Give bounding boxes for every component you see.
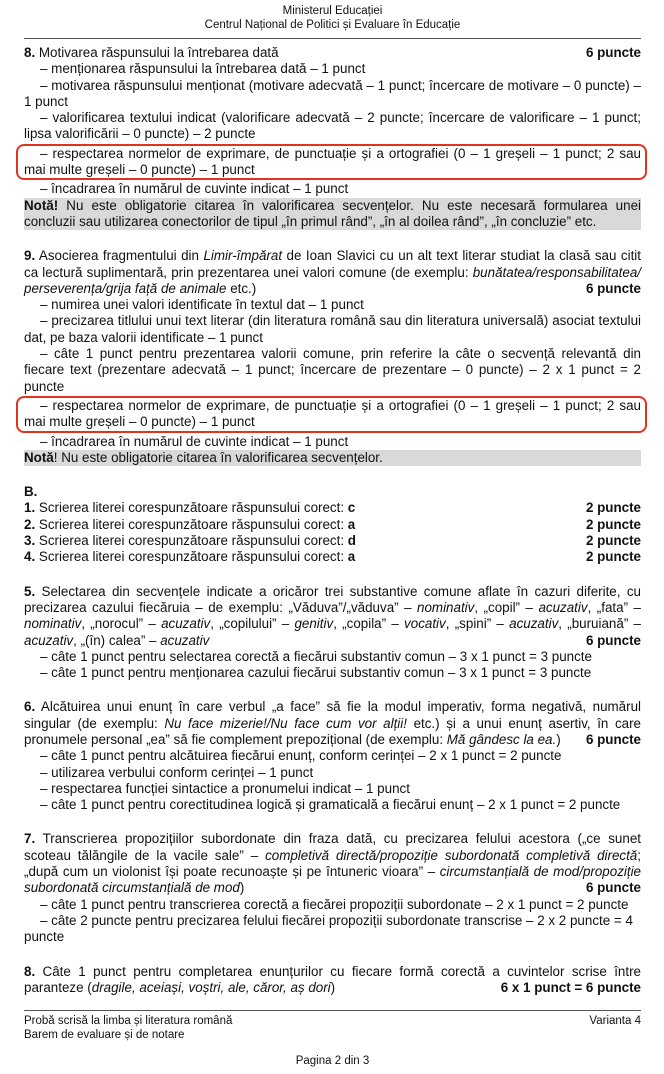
text-run: – utilizarea verbului conform cerinței – 1 punct: [40, 764, 314, 780]
text-run: – menționarea răspunsului la întrebarea dată – 1 punct: [40, 61, 366, 77]
points-label: 6 puncte: [585, 731, 641, 747]
item-statement: [24, 533, 641, 549]
footer-area: [24, 996, 641, 1068]
text-run: – încadrarea în numărul de cuvinte indicat – 1 punct: [40, 433, 349, 449]
criterion: [24, 913, 641, 946]
text-run: etc.): [226, 280, 257, 296]
text-run: de Ioan Slavici cu un alt text literar studiat la clasă sau citit ca lectură suplimentară, prin prezentarea unei valori comune (de exemplu:: [24, 248, 641, 280]
points-label: 6 puncte: [585, 632, 641, 648]
item-statement: [24, 699, 641, 748]
highlighted-criterion: [16, 144, 647, 181]
footer-barem: Barem de evaluare și de notare: [24, 1029, 185, 1042]
footer-exam-name: Probă scrisă la limba și literatura română: [24, 1015, 233, 1028]
center-name: Centrul Național de Politici și Evaluare în Educație: [204, 19, 461, 31]
text-run: B.: [24, 484, 38, 500]
text-run: Transcrierea propozițiilor subordonate din fraza dată, cu precizarea felului acestora („ce sunet scoteau tălăngile de la vacile sale” –: [24, 831, 641, 863]
text-run: , „copil” –: [474, 599, 539, 615]
text-run: – valorificarea textului indicat (valorificare adecvată – 2 puncte; încercare de valorificare – 1 punct; lipsa valorificării – 0 puncte) – 2 puncte: [24, 110, 641, 142]
section-a-9: [24, 248, 641, 466]
text-run: – câte 1 punct pentru prezentarea valorii comune, prin referire la câte o secvență relevantă din fiecare text (prezentare adecvată – 1 punct; încercare de prezentare – 0 puncte) – 2 x 1 punct = 2 puncte: [24, 346, 641, 394]
text-run: vocativ: [404, 616, 446, 632]
text-run: – câte 2 puncte pentru precizarea felului fiecărei propoziții subordonate transcrise – 2 x 2 puncte = 4 puncte: [24, 912, 633, 945]
section-b-7: [24, 831, 641, 945]
criterion: [24, 748, 641, 764]
text-run: Nu este obligatorie citarea în valorificarea secvențelor. Nu este necesară formularea unei concluzii sau utilizarea conectorilor de tipul „în primul rând”, „în al doilea rând”, „în concluzie” etc.: [24, 197, 641, 229]
text-run: Scrierea literei corespunzătoare răspunsului corect:: [35, 549, 348, 565]
criterion: [24, 181, 641, 197]
text-run: ): [239, 880, 245, 896]
document-header: [0, 4, 664, 32]
points-label: 2 puncte: [585, 516, 641, 532]
text-run: 5.: [24, 583, 36, 599]
text-run: dragile, aceiași, voștri, ale, căror, aș dori: [91, 979, 331, 995]
points-label: 6 x 1 punct = 6 puncte: [500, 979, 641, 995]
text-run: ! Nu este obligatorie citarea în valorificarea secvențelor.: [53, 449, 383, 465]
text-run: Notă!: [24, 197, 59, 213]
section-a-8: [24, 45, 641, 230]
text-run: d: [347, 533, 356, 549]
text-run: Asocierea fragmentului din: [35, 248, 204, 264]
text-run: acuzativ: [24, 632, 74, 648]
criterion: [24, 434, 641, 450]
text-run: Scrierea literei corespunzătoare răspunsului corect:: [35, 500, 348, 516]
text-run: – motivarea răspunsului menționat (motivare adecvată – 1 punct; încercare de motivare – 0 puncte) – 1 punct: [24, 77, 641, 109]
section-b-8: [24, 964, 641, 997]
text-run: ; „după cum un violonist își poate recunoaște și pe întuneric vioara” –: [24, 847, 641, 880]
note: [24, 450, 641, 466]
text-run: ): [330, 979, 336, 995]
criterion: [24, 897, 641, 913]
item-statement: [24, 517, 641, 533]
points-label: 2 puncte: [585, 500, 641, 516]
text-run: – încadrarea în numărul de cuvinte indicat – 1 punct: [40, 181, 349, 197]
item-statement: [24, 831, 641, 896]
text-run: – numirea unei valori identificate în textul dat – 1 punct: [40, 297, 364, 313]
text-run: – câte 1 punct pentru selectarea corectă a fiecărui substantiv comun – 3 x 1 punct = 3 puncte: [40, 648, 592, 664]
section-b-6: [24, 699, 641, 813]
item-statement: [24, 248, 641, 297]
points-label: 6 puncte: [585, 45, 641, 60]
item-statement: [24, 549, 641, 565]
text-run: – respectarea normelor de exprimare, de punctuație și a ortografiei (0 – 1 greșeli – 1 punct; 2 sau mai multe greșeli – 0 puncte) – 1 punct: [24, 145, 641, 178]
text-run: – respectarea funcției sintactice a pronumelui indicat – 1 punct: [40, 780, 410, 796]
text-run: Câte 1 punct pentru completarea enunțurilor cu fiecare formă corectă a cuvintelor scrise între paranteze (: [24, 963, 641, 995]
text-run: c: [347, 500, 356, 516]
text-run: completivă directă/propoziție subordonată completivă directă: [265, 847, 638, 863]
text-run: , „buruiană” –: [558, 616, 641, 632]
text-run: 3.: [24, 533, 36, 549]
text-run: acuzativ: [538, 599, 588, 615]
text-run: acuzativ: [509, 616, 559, 632]
item-statement: [24, 500, 641, 516]
text-run: – câte 1 punct pentru corectitudinea logică și gramaticală a fiecărui enunț – 2 x 1 punct = 2 puncte: [40, 797, 621, 813]
item-statement: [24, 964, 641, 997]
item-statement: [24, 484, 641, 500]
text-run: circumstanțială de mod/propoziție subordonată circumstanțială de mod: [24, 864, 642, 896]
text-run: – câte 1 punct pentru menționarea cazului fiecărui substantiv comun – 3 x 1 punct = 3 puncte: [40, 665, 592, 681]
criterion: [24, 110, 641, 143]
points-label: 6 puncte: [585, 280, 641, 296]
text-run: Alcătuirea unui enunț în care verbul „a face” să fie la modul imperativ, forma negativă, numărul singular (de exemplu:: [24, 699, 641, 731]
text-run: bunătatea/responsabilitatea/ perseverența/grija față de animale: [24, 264, 641, 296]
criterion: [24, 313, 641, 346]
points-label: 2 puncte: [585, 533, 641, 549]
text-run: , „fata” –: [587, 599, 641, 615]
text-run: a: [347, 549, 356, 565]
points-label: 2 puncte: [585, 549, 641, 565]
text-run: a: [347, 516, 356, 532]
text-run: 2.: [24, 516, 36, 532]
text-run: – respectarea normelor de exprimare, de punctuație și a ortografiei (0 – 1 greșeli – 1 punct; 2 sau mai multe greșeli – 0 puncte) – 1 punct: [24, 397, 641, 430]
text-run: – câte 1 punct pentru transcrierea corectă a fiecărei propoziții subordonate – 2 x 1 punct = 2 puncte: [40, 896, 629, 912]
text-run: Scrierea literei corespunzătoare răspunsului corect:: [35, 533, 348, 549]
points-label: 6 puncte: [585, 880, 641, 896]
page-number: Pagina 2 din 3: [295, 1055, 370, 1068]
text-run: Mă gândesc la ea.: [446, 731, 557, 747]
text-run: nominativ: [24, 616, 82, 632]
text-run: 7.: [24, 831, 36, 847]
footer: [24, 1014, 641, 1042]
criterion: [24, 797, 641, 813]
criterion: [24, 649, 641, 665]
section-b-5: [24, 584, 641, 682]
criterion: [24, 346, 641, 395]
grading-content: [24, 45, 641, 996]
footer-variant: Varianta 4: [589, 1015, 641, 1028]
text-run: acuzativ: [161, 616, 211, 632]
header-divider: [24, 38, 641, 39]
text-run: , „spini” –: [445, 616, 510, 632]
text-run: 9.: [24, 248, 36, 264]
text-run: Notă: [24, 449, 54, 465]
item-statement: [24, 584, 641, 649]
text-run: – câte 1 punct pentru alcătuirea fiecărui enunț, conform cerinței – 2 x 1 punct = 2 puncte: [40, 748, 562, 764]
footer-divider: [24, 1010, 641, 1011]
text-run: etc.) și a unui enunț asertiv, în care pronumele personal „ea” să fie complement prepozițional (de exemplu:: [24, 715, 641, 747]
ministry-name: Ministerul Educației: [282, 5, 383, 17]
section-b-1-4: [24, 484, 641, 565]
text-run: , „norocul” –: [81, 616, 162, 632]
text-run: – precizarea titlului unui text literar (din literatura română sau din literatura universală) asociat textului dat, pe baza valorii identificate – 1 punct: [24, 313, 641, 345]
item-statement: [24, 45, 641, 61]
text-run: 4.: [24, 549, 36, 565]
text-run: Motivarea răspunsului la întrebarea dată: [35, 45, 279, 60]
text-run: 8.: [24, 45, 36, 60]
text-run: ): [556, 731, 561, 747]
text-run: , „copilului” –: [210, 616, 295, 632]
text-run: Limir-împărat: [203, 248, 283, 264]
criterion: [24, 78, 641, 111]
text-run: genitiv: [294, 616, 334, 632]
text-run: acuzativ: [160, 632, 210, 648]
criterion: [24, 61, 641, 77]
footer-left: [24, 1014, 232, 1042]
highlighted-criterion: [16, 396, 647, 433]
text-run: , „copila” –: [333, 616, 405, 632]
criterion: [24, 781, 641, 797]
text-run: 6.: [24, 699, 36, 715]
text-run: 8.: [24, 963, 36, 979]
text-run: 1.: [24, 500, 36, 516]
criterion: [24, 297, 641, 313]
note: [24, 198, 641, 231]
text-run: Scrierea literei corespunzătoare răspunsului corect:: [35, 516, 348, 532]
text-run: nominativ: [417, 599, 475, 615]
text-run: Nu face mizerie!/Nu face cum vor alții!: [164, 715, 407, 731]
criterion: [24, 665, 641, 681]
text-run: Selectarea din secvențele indicate a oricăror trei substantive comune aflate în cazuri diferite, cu precizarea cazului fiecăruia – de exemplu: „Văduva”/„văduva” –: [24, 583, 641, 615]
text-run: , „(în) calea” –: [73, 632, 161, 648]
criterion: [24, 765, 641, 781]
